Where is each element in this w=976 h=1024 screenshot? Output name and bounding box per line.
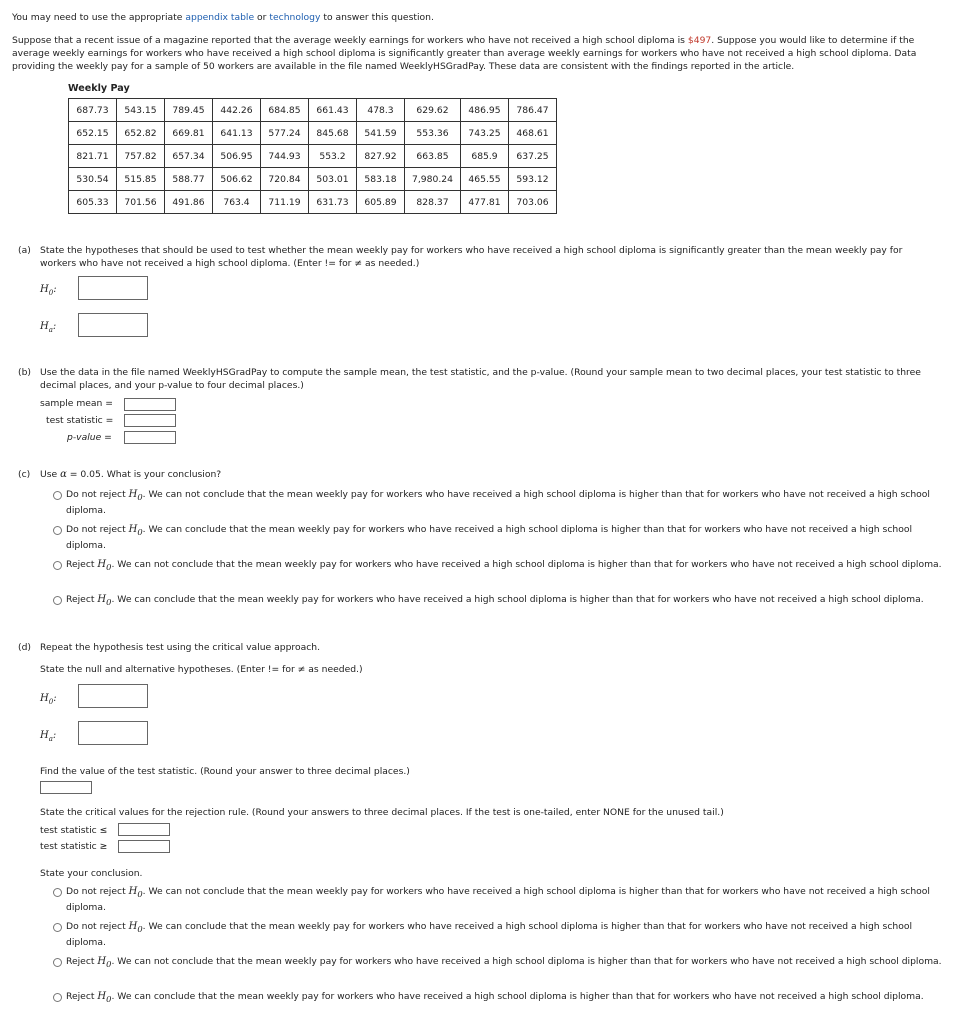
table-cell: 477.81 xyxy=(461,191,509,214)
part-c-option-1-radio[interactable] xyxy=(53,491,62,500)
table-cell: 757.82 xyxy=(117,145,165,168)
part-d-ts-le-label: test statistic ≤ xyxy=(40,825,108,836)
table-cell: 541.59 xyxy=(357,122,405,145)
table-cell: 7,980.24 xyxy=(405,168,461,191)
table-cell: 821.71 xyxy=(69,145,117,168)
table-cell: 515.85 xyxy=(117,168,165,191)
table-cell: 468.61 xyxy=(509,122,557,145)
part-d-option-3-radio[interactable] xyxy=(53,958,62,967)
part-d-find-stat: Find the value of the test statistic. (Round your answer to three decimal places.) xyxy=(40,766,410,777)
table-cell: 703.06 xyxy=(509,191,557,214)
part-a-label: (a) xyxy=(18,245,31,256)
table-cell: 593.12 xyxy=(509,168,557,191)
table-cell: 663.85 xyxy=(405,145,461,168)
table-cell: 605.33 xyxy=(69,191,117,214)
table-cell: 583.18 xyxy=(357,168,405,191)
part-c-option-3-radio[interactable] xyxy=(53,561,62,570)
table-cell: 652.82 xyxy=(117,122,165,145)
part-b-label: (b) xyxy=(18,367,32,378)
table-cell: 641.13 xyxy=(213,122,261,145)
part-c-option-1-text: Do not reject $H_0$. We can not conclude that the mean weekly pay for workers who have received a high school diploma is higher than that for workers who have not received a high school diploma. xyxy=(66,489,930,516)
part-c-option-3-text: Reject $H_0$. We can not conclude that the mean weekly pay for workers who have received a high school diploma is higher than that for workers who have not received a high school diploma. xyxy=(66,559,942,572)
table-cell: 506.95 xyxy=(213,145,261,168)
table-cell: 657.34 xyxy=(165,145,213,168)
table-cell: 786.47 xyxy=(509,99,557,122)
table-cell: 684.85 xyxy=(261,99,309,122)
part-d-h0-input[interactable] xyxy=(78,684,148,708)
table-cell: 553.2 xyxy=(309,145,357,168)
part-d-ts-ge-input[interactable] xyxy=(118,840,170,853)
table-row xyxy=(69,191,557,214)
table-cell: 486.95 xyxy=(461,99,509,122)
table-cell: 661.43 xyxy=(309,99,357,122)
table-cell: 605.89 xyxy=(357,191,405,214)
table-cell: 763.4 xyxy=(213,191,261,214)
part-d-state-null: State the null and alternative hypotheses. (Enter != for ≠ as needed.) xyxy=(40,664,363,675)
table-cell: 465.55 xyxy=(461,168,509,191)
part-d-state-conclusion: State your conclusion. xyxy=(40,868,143,879)
part-d-option-2-radio[interactable] xyxy=(53,923,62,932)
table-cell: 743.25 xyxy=(461,122,509,145)
part-d-option-4-text: Reject $H_0$. We can conclude that the mean weekly pay for workers who have received a high school diploma is higher than that for workers who have not received a high school diploma. xyxy=(66,991,924,1004)
part-c-option-4-radio[interactable] xyxy=(53,596,62,605)
table-cell: 503.01 xyxy=(309,168,357,191)
p-value-input[interactable] xyxy=(124,431,176,444)
part-d-ts-le-input[interactable] xyxy=(118,823,170,836)
table-row xyxy=(69,145,557,168)
table-cell: 687.73 xyxy=(69,99,117,122)
table-cell: 845.68 xyxy=(309,122,357,145)
table-cell: 491.86 xyxy=(165,191,213,214)
table-title: Weekly Pay xyxy=(68,83,130,94)
part-c-option-4-text: Reject $H_0$. We can conclude that the mean weekly pay for workers who have received a high school diploma is higher than that for workers who have not received a high school diploma. xyxy=(66,594,924,607)
part-a-ha-label: $H_a$: xyxy=(40,321,57,334)
table-cell: 629.62 xyxy=(405,99,461,122)
part-d-option-2-text: Do not reject $H_0$. We can conclude that the mean weekly pay for workers who have received a high school diploma is higher than that for workers who have not received a high school diploma. xyxy=(66,921,913,948)
part-c-option-2-text: Do not reject $H_0$. We can conclude that the mean weekly pay for workers who have received a high school diploma is higher than that for workers who have not received a high school diploma. xyxy=(66,524,913,551)
part-d-option-3-text: Reject $H_0$. We can not conclude that the mean weekly pay for workers who have received a high school diploma is higher than that for workers who have not received a high school diploma. xyxy=(66,956,942,969)
table-cell: 827.92 xyxy=(357,145,405,168)
table-cell: 828.37 xyxy=(405,191,461,214)
table-cell: 789.45 xyxy=(165,99,213,122)
table-cell: 701.56 xyxy=(117,191,165,214)
problem-statement: Suppose that a recent issue of a magazine reported that the average weekly earnings for workers who have not received a high school diploma is $497. Suppose you would like to determine if the average weekly earnings for workers who have received a high school diploma is significantly greater than average weekly earnings for workers who have not received a high school diploma. Data providing the weekly pay for a sample of 50 workers are available in the file named WeeklyHSGradPay. These data are consistent with the findings reported in the article. xyxy=(12,35,917,72)
part-d-option-4-radio[interactable] xyxy=(53,993,62,1002)
part-c-option-2-radio[interactable] xyxy=(53,526,62,535)
table-row xyxy=(69,122,557,145)
table-cell: 652.15 xyxy=(69,122,117,145)
table-cell: 685.9 xyxy=(461,145,509,168)
intro-text: You may need to use the appropriate appendix table or technology to answer this question. xyxy=(12,12,434,23)
table-cell: 720.84 xyxy=(261,168,309,191)
table-cell: 631.73 xyxy=(309,191,357,214)
weekly-pay-table xyxy=(68,98,557,214)
part-c-label: (c) xyxy=(18,469,31,480)
table-row xyxy=(69,168,557,191)
table-cell: 637.25 xyxy=(509,145,557,168)
table-cell: 711.19 xyxy=(261,191,309,214)
table-cell: 543.15 xyxy=(117,99,165,122)
test-statistic-input[interactable] xyxy=(124,414,176,427)
part-d-ha-input[interactable] xyxy=(78,721,148,745)
part-d-test-statistic-input[interactable] xyxy=(40,781,92,794)
part-d-critical-text: State the critical values for the rejection rule. (Round your answers to three decimal places. If the test is one-tailed, enter NONE for the unused tail.) xyxy=(40,807,724,818)
part-d-ts-ge-label: test statistic ≥ xyxy=(40,841,108,852)
table-cell: 577.24 xyxy=(261,122,309,145)
sample-mean-label: sample mean = xyxy=(40,398,113,409)
part-d-option-1-text: Do not reject $H_0$. We can not conclude that the mean weekly pay for workers who have received a high school diploma is higher than that for workers who have not received a high school diploma. xyxy=(66,886,930,913)
part-a-h0-input[interactable] xyxy=(78,276,148,300)
sample-mean-input[interactable] xyxy=(124,398,176,411)
part-d-option-1-radio[interactable] xyxy=(53,888,62,897)
table-cell: 442.26 xyxy=(213,99,261,122)
part-a-text: State the hypotheses that should be used to test whether the mean weekly pay for workers who have received a high school diploma is significantly greater than the mean weekly pay for workers who have not received a high school diploma. (Enter != for ≠ as needed.) xyxy=(40,245,903,269)
table-cell: 669.81 xyxy=(165,122,213,145)
table-cell: 478.3 xyxy=(357,99,405,122)
part-a-ha-input[interactable] xyxy=(78,313,148,337)
table-cell: 588.77 xyxy=(165,168,213,191)
p-value-label: p-value = xyxy=(67,432,112,443)
table-cell: 744.93 xyxy=(261,145,309,168)
part-b-text: Use the data in the file named WeeklyHSGradPay to compute the sample mean, the test statistic, and the p-value. (Round your sample mean to two decimal places, your test statistic to three decimal places, and your p-value to four decimal places.) xyxy=(40,367,921,391)
technology-link[interactable]: technology xyxy=(269,12,321,23)
part-d-h0-label: $H_0$: xyxy=(40,693,57,706)
table-cell: 506.62 xyxy=(213,168,261,191)
part-d-label: (d) xyxy=(18,642,32,653)
appendix-table-link[interactable]: appendix table xyxy=(185,12,255,23)
table-row xyxy=(69,99,557,122)
test-statistic-label: test statistic = xyxy=(46,415,114,426)
part-c-text: Use α = 0.05. What is your conclusion? xyxy=(40,469,222,480)
table-cell: 530.54 xyxy=(69,168,117,191)
amount-value: $497 xyxy=(687,35,712,46)
part-d-text: Repeat the hypothesis test using the critical value approach. xyxy=(40,642,321,653)
part-a-h0-label: $H_0$: xyxy=(40,284,57,297)
part-d-ha-label: $H_a$: xyxy=(40,730,57,743)
table-cell: 553.36 xyxy=(405,122,461,145)
